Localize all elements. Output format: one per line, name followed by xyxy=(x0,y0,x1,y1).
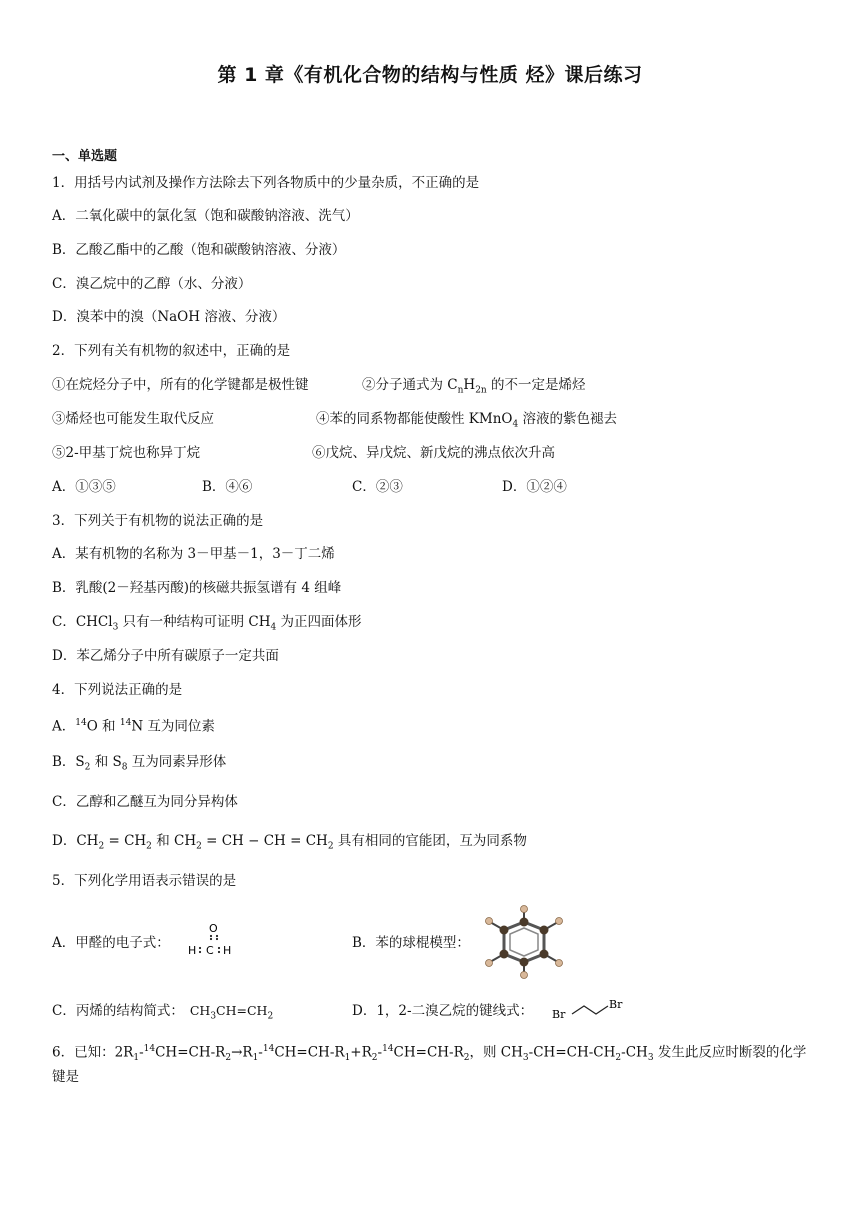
question-3-option-b: B．乳酸(2－羟基丙酸)的核磁共振氢谱有 4 组峰 xyxy=(52,580,342,596)
question-2-statement-6: ⑥戊烷、异戊烷、新戊烷的沸点依次升高 xyxy=(312,445,555,461)
formaldehyde-electron-formula-icon xyxy=(184,920,240,960)
question-5-stem: 5．下列化学用语表示错误的是 xyxy=(52,873,237,889)
question-2-statement-5: ⑤2-甲基丁烷也称异丁烷 xyxy=(52,445,201,461)
question-5-option-c: C．丙烯的结构简式： $CH_3CH=CH_2$ xyxy=(52,1003,274,1022)
svg-text:O: O xyxy=(209,922,218,935)
svg-text:H: H xyxy=(188,944,197,957)
question-1-option-c: C．溴乙烷中的乙醇（水、分液） xyxy=(52,276,252,292)
question-2-statement-1: ①在烷烃分子中，所有的化学键都是极性键 xyxy=(52,377,309,393)
question-2-option-d: D．①②④ xyxy=(502,479,567,495)
question-3-option-c: C．CHCl$_3$ 只有一种结构可证明 $CH_4$ 为正四面体形 xyxy=(52,614,362,633)
benzene-ball-stick-model-icon xyxy=(478,902,570,982)
dibromoethane-skeletal-formula-icon xyxy=(550,996,630,1024)
page-title: 第 1 章《有机化合物的结构与性质 烃》课后练习 xyxy=(217,64,643,86)
question-2-option-a: A．①③⑤ xyxy=(52,479,116,495)
question-2-option-b: B．④⑥ xyxy=(202,479,253,495)
question-6-stem-continued: 键是 xyxy=(52,1069,79,1085)
question-3-option-a: A．某有机物的名称为 3－甲基－1，3－丁二烯 xyxy=(52,546,335,562)
question-1-option-a: A．二氧化碳中的氯化氢（饱和碳酸钠溶液、洗气） xyxy=(52,208,359,224)
question-2-statement-3: ③烯烃也可能发生取代反应 xyxy=(52,411,214,427)
question-4-option-c: C．乙醇和乙醚互为同分异构体 xyxy=(52,794,238,810)
question-4-option-a: A．$^{14}$O 和 $^{14}$N 互为同位素 xyxy=(52,718,215,735)
question-5-option-a: A．甲醛的电子式： xyxy=(52,935,170,951)
question-5-option-b: B．苯的球棍模型： xyxy=(352,935,470,951)
svg-text:H: H xyxy=(223,944,232,957)
question-2-option-c: C．②③ xyxy=(352,479,403,495)
question-5-option-d: D．1，2-二溴乙烷的键线式： xyxy=(352,1003,534,1019)
question-2-statement-2: ②分子通式为 $C_nH_{2n}$ 的不一定是烯烃 xyxy=(362,377,586,396)
question-4-option-b: B．$S_2$ 和 $S_8$ 互为同素异形体 xyxy=(52,754,227,773)
svg-text:Br: Br xyxy=(609,998,623,1011)
question-1-option-b: B．乙酸乙酯中的乙酸（饱和碳酸钠溶液、分液） xyxy=(52,242,346,258)
question-3-stem: 3．下列关于有机物的说法正确的是 xyxy=(52,513,264,529)
svg-text:C: C xyxy=(206,944,214,957)
question-2-statement-4: ④苯的同系物都能使酸性 KMnO$_4$ 溶液的紫色褪去 xyxy=(316,411,617,430)
question-1-stem: 1．用括号内试剂及操作方法除去下列各物质中的少量杂质，不正确的是 xyxy=(52,175,480,191)
question-4-stem: 4．下列说法正确的是 xyxy=(52,682,183,698)
question-3-option-d: D．苯乙烯分子中所有碳原子一定共面 xyxy=(52,648,279,664)
question-6-stem: 6．已知：$2R_1-^{14}CH=CH-R_2\to R_1-^{14}CH=CH-R_1+R_2-^{14}CH=CH-R_2$，则 $CH_3-CH=CH-CH_2-CH_3$ 发生此反应时断裂的化学 xyxy=(52,1044,807,1064)
question-2-stem: 2．下列有关有机物的叙述中，正确的是 xyxy=(52,343,291,359)
svg-text:Br: Br xyxy=(552,1008,566,1021)
question-4-option-d: D．$CH_2 = CH_2$ 和 $CH_2$ = CH − CH = $CH_2$ 具有相同的官能团，互为同系物 xyxy=(52,833,527,852)
section-heading: 一、单选题 xyxy=(52,149,118,164)
question-1-option-d: D．溴苯中的溴（NaOH 溶液、分液） xyxy=(52,309,286,325)
